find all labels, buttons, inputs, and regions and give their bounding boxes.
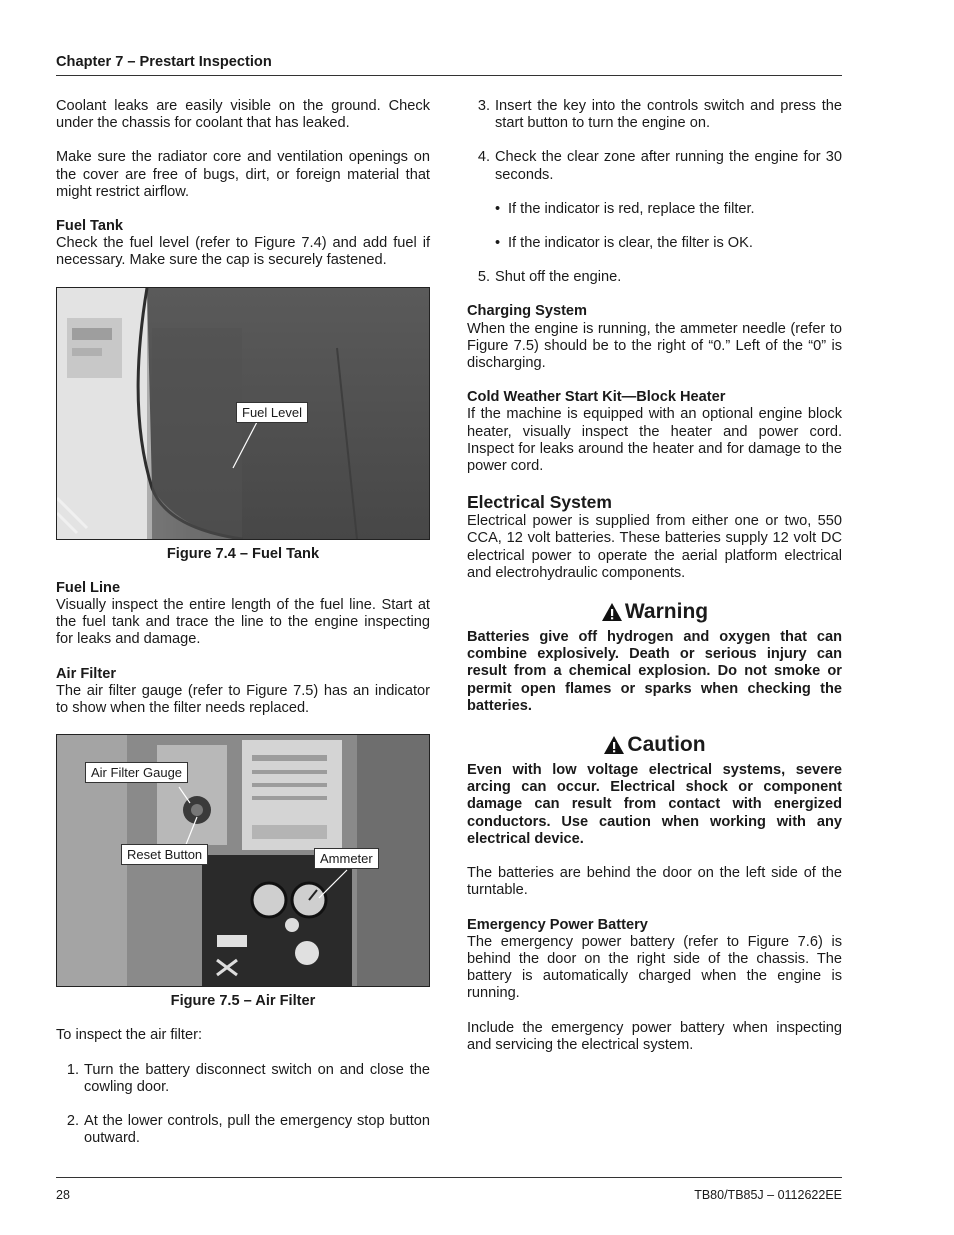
bullet-text: If the indicator is clear, the filter is OK.	[508, 235, 753, 252]
cold-weather-text: If the machine is equipped with an optional engine block heater, visually inspect the heater and power cord. Inspect for leaks around the heater and for damage to the power cord.	[467, 406, 842, 475]
step-text: Insert the key into the controls switch and press the start button to turn the engine on.	[495, 98, 842, 132]
warning-text: Batteries give off hydrogen and oxygen that can combine explosively. Death or serious injury can result from a chemical explosion. Do not smoke or permit open flames or sparks when checking the batteries.	[467, 629, 842, 714]
warning-triangle-icon	[601, 602, 623, 622]
air-filter-gauge-callout: Air Filter Gauge	[85, 762, 188, 783]
page-footer	[56, 1177, 842, 1204]
caution-text: Even with low voltage electrical systems, severe arcing can occur. Electrical shock or component damage can result from contact with energized conductors. Use caution when working with any electrical device.	[467, 762, 842, 847]
warning-title-text: Warning	[624, 600, 709, 624]
bullet-text: If the indicator is red, replace the filter.	[508, 200, 755, 217]
emergency-power-text: The emergency power battery (refer to Figure 7.6) is behind the door on the right side of the chassis. The battery is automatically charged when the engine is running.	[467, 933, 842, 1002]
air-filter-heading: Air Filter	[56, 665, 117, 682]
figure-fuel-tank-photo	[56, 287, 430, 540]
step-text: Turn the battery disconnect switch on and close the cowling door.	[84, 1061, 430, 1095]
right-column	[467, 98, 842, 1071]
charging-system-heading: Charging System	[467, 303, 588, 320]
bullet-item	[495, 235, 842, 252]
step-number: 5.	[477, 269, 490, 286]
fuel-line-text: Visually inspect the entire length of the fuel line. Start at the fuel tank and trace the line to the engine inspecting for leaks and damage.	[56, 597, 430, 648]
warning-title	[467, 599, 842, 625]
page-number: 28	[56, 1188, 70, 1202]
step-text: Shut off the engine.	[495, 269, 622, 286]
caution-title	[467, 732, 842, 758]
air-filter-text: The air filter gauge (refer to Figure 7.5) has an indicator to show when the filter needs replaced.	[56, 682, 430, 717]
electrical-system-text: Electrical power is supplied from either one or two, 550 CCA, 12 volt batteries. These batteries supply 12 volt DC electrical power to operate the aerial platform electrical and electrohydraulic components.	[467, 513, 842, 581]
reset-button-callout: Reset Button	[121, 844, 208, 865]
step-5	[467, 269, 842, 286]
figure-7-4-caption: Figure 7.4 – Fuel Tank	[166, 545, 320, 562]
fuel-line-heading: Fuel Line	[56, 579, 121, 596]
ammeter-callout: Ammeter	[314, 848, 379, 869]
caution-title-text: Caution	[627, 733, 706, 757]
inspect-intro: To inspect the air filter:	[56, 1027, 203, 1044]
document-code: TB80/TB85J – 0112622EE	[694, 1188, 842, 1202]
coolant-paragraph: Coolant leaks are easily visible on the ground. Check under the chassis for coolant that has leaked.	[56, 98, 430, 132]
electrical-system-heading: Electrical System	[467, 492, 612, 513]
figure-air-filter-photo	[56, 734, 430, 987]
step-number: 4.	[477, 149, 490, 166]
left-column	[56, 98, 430, 1164]
fuel-tank-text: Check the fuel level (refer to Figure 7.4) and add fuel if necessary. Make sure the cap is securely fastened.	[56, 235, 430, 269]
bullet-icon: •	[495, 200, 501, 217]
fuel-tank-heading: Fuel Tank	[56, 218, 124, 235]
caution-triangle-icon	[603, 735, 625, 755]
step-text: At the lower controls, pull the emergency stop button outward.	[84, 1113, 430, 1147]
bullet-item	[495, 201, 842, 218]
step-1	[56, 1062, 430, 1096]
chapter-header: Chapter 7 – Prestart Inspection	[56, 54, 842, 76]
step-text: Check the clear zone after running the engine for 30 seconds.	[495, 149, 842, 183]
step-number: 3.	[477, 98, 490, 114]
emergency-power-heading: Emergency Power Battery	[467, 916, 648, 933]
step-4	[467, 149, 842, 183]
step-2	[56, 1113, 430, 1147]
bullet-icon: •	[495, 235, 501, 252]
fuel-level-callout: Fuel Level	[236, 402, 308, 423]
figure-7-5-caption: Figure 7.5 – Air Filter	[170, 993, 316, 1010]
batteries-location-text: The batteries are behind the door on the left side of the turntable.	[467, 865, 842, 899]
charging-system-text: When the engine is running, the ammeter needle (refer to Figure 7.5) should be to the right of “0.” Left of the “0” is discharging.	[467, 320, 842, 372]
step-3	[467, 98, 842, 132]
include-battery-text: Include the emergency power battery when inspecting and servicing the electrical system.	[467, 1019, 842, 1053]
step-number: 2.	[66, 1113, 79, 1130]
step-number: 1.	[66, 1061, 79, 1078]
cold-weather-heading: Cold Weather Start Kit—Block Heater	[467, 389, 726, 406]
radiator-paragraph: Make sure the radiator core and ventilation openings on the cover are free of bugs, dirt, or foreign material that might restrict airflow.	[56, 149, 430, 200]
